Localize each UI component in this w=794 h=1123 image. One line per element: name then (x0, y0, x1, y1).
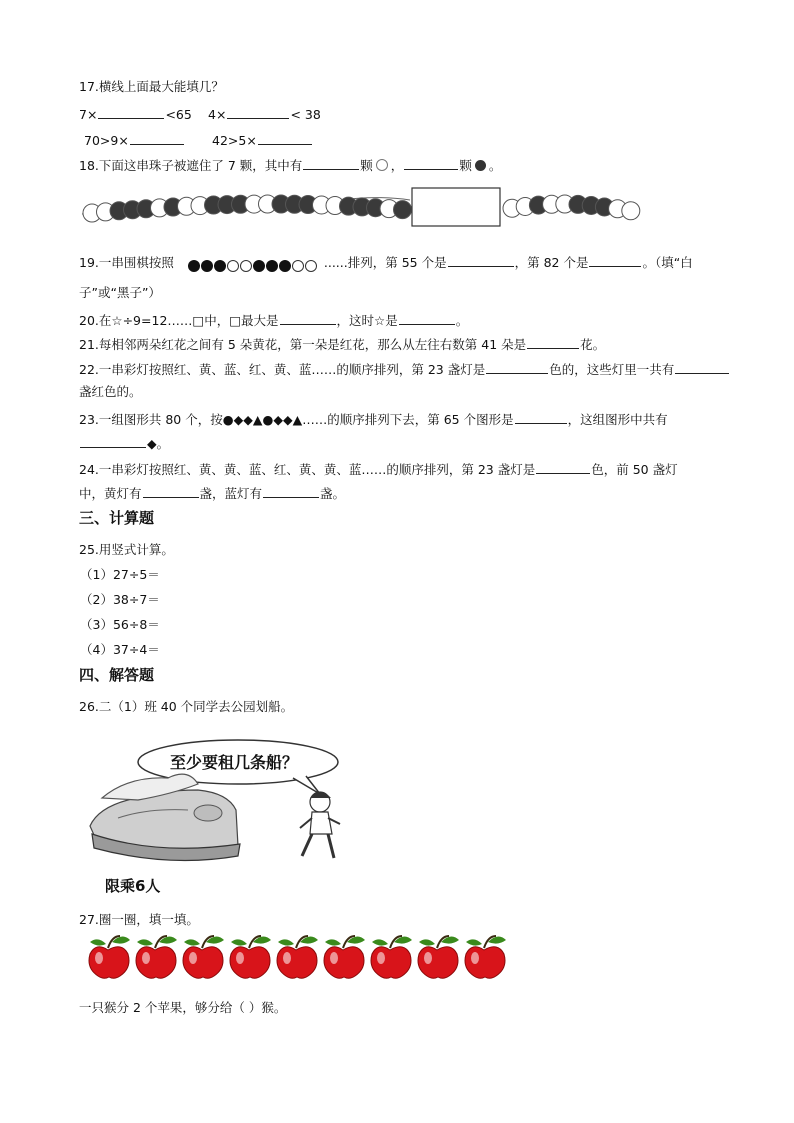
q17-b1-pre: 70>9× (84, 133, 129, 148)
q19-blank-82[interactable] (589, 253, 641, 267)
boat-illustration (88, 738, 358, 893)
apple-icon[interactable] (274, 932, 320, 980)
q23-line2 (79, 434, 169, 452)
apple-row (86, 932, 509, 982)
q21-blank[interactable] (527, 335, 579, 349)
black-stone (201, 260, 213, 272)
q23-blank-shape[interactable] (515, 410, 567, 424)
white-stone (292, 260, 304, 272)
q23-mid: ，这组图形中共有 (567, 412, 668, 427)
q17-b1-blank[interactable] (130, 131, 184, 145)
q20-pre: 20.在☆÷9=12……□中，□最大是 (79, 313, 279, 328)
q17-b2-blank[interactable] (258, 131, 312, 145)
speech-bubble-text: 至少要租几条船？ (170, 753, 299, 772)
q22-pre: 22.一串彩灯按照红、黄、蓝、红、黄、蓝……的顺序排列，第 23 盏灯是 (79, 362, 486, 377)
q19-stone-sequence (188, 257, 318, 273)
white-stone (305, 260, 317, 272)
q23-pre: 23.一组图形共 80 个，按●◆◆▲●◆◆▲……的顺序排列下去，第 65 个图形是 (79, 412, 514, 427)
apple-icon[interactable] (415, 932, 461, 980)
q18-end: 。 (488, 158, 502, 173)
white-stone (240, 260, 252, 272)
q17-a1-post: <65 (165, 107, 192, 122)
q22-blank-color[interactable] (486, 360, 548, 374)
bead-cover-box (412, 188, 500, 226)
apple-icon[interactable] (180, 932, 226, 980)
q27-title: 27.圈一圈，填一填。 (79, 912, 199, 927)
apple-icon[interactable] (321, 932, 367, 980)
q24-line2 (79, 484, 345, 502)
q20-end: 。 (455, 313, 469, 328)
apple-icon[interactable] (86, 932, 132, 980)
q17-row2 (84, 131, 185, 149)
q17-a2-blank[interactable] (227, 105, 289, 119)
q18-blank-black[interactable] (404, 156, 458, 170)
q17-row1b (208, 105, 321, 123)
q24-pre: 24.一串彩灯按照红、黄、黄、蓝、红、黄、黄、蓝……的顺序排列，第 23 盏灯是 (79, 462, 536, 477)
q24-question (79, 460, 678, 478)
section-calculation-heading: 三、计算题 (79, 509, 155, 527)
q26-title: 26.二（1）班 40 个同学去公园划船。 (79, 699, 294, 714)
q17-a2-post: < 38 (290, 107, 321, 122)
q18-unit2: 颗 (459, 158, 472, 173)
q21-end: 花。 (580, 337, 606, 352)
apple-icon[interactable] (227, 932, 273, 980)
q20-mid: ，这时☆是 (336, 313, 398, 328)
q18-sep: ， (390, 158, 404, 173)
apple-icon[interactable] (462, 932, 508, 980)
q24-line2-pre: 中，黄灯有 (79, 486, 142, 501)
white-bead-icon (376, 159, 388, 171)
pedal-boat-icon (90, 774, 240, 860)
q18-blank-white[interactable] (303, 156, 359, 170)
q19-pre: 19.一串围棋按照 (79, 255, 174, 270)
q25-item-1: （1）27÷5＝ (80, 567, 160, 582)
q25-item-3: （3）56÷8＝ (80, 617, 160, 632)
black-bead-icon (475, 160, 486, 171)
q24-blank-blue[interactable] (263, 484, 319, 498)
q20-blank-box[interactable] (280, 311, 336, 325)
q19-question (79, 253, 693, 273)
q23-blank-count[interactable] (80, 434, 146, 448)
q17-a1-blank[interactable] (98, 105, 164, 119)
bead-string (80, 180, 650, 236)
q19-end: 。（填“白 (642, 255, 693, 270)
q24-blank-yellow[interactable] (143, 484, 199, 498)
q21-pre: 21.每相邻两朵红花之间有 5 朵黄花，第一朵是红花，那么从左往右数第 41 朵是 (79, 337, 527, 352)
q19-line2: 子”或“黑子”） (79, 285, 161, 300)
q25-item-2: （2）38÷7＝ (80, 592, 160, 607)
q19-mid2: ，第 82 个是 (514, 255, 589, 270)
q17-row2b (212, 131, 313, 149)
q20-question (79, 311, 468, 329)
speech-bubble-tail (293, 776, 320, 794)
q27-answer-line: 一只猴分 2 个苹果，够分给（ ）猴。 (79, 1000, 287, 1015)
boy-icon (300, 792, 340, 858)
q18-question (79, 156, 501, 174)
q23-line2-text: ◆。 (147, 436, 170, 451)
q18-unit1: 颗 (360, 158, 373, 173)
q17-b2-pre: 42>5× (212, 133, 257, 148)
q19-blank-55[interactable] (448, 253, 514, 267)
q17-row1 (79, 105, 192, 123)
black-stone (214, 260, 226, 272)
q22-question (79, 360, 730, 378)
q24-mid: 色，前 50 盏灯 (591, 462, 678, 477)
q17-a1-pre: 7× (79, 107, 98, 122)
q24-line2-end: 盏。 (320, 486, 346, 501)
q22-blank-count[interactable] (675, 360, 729, 374)
q17-a2-pre: 4× (208, 107, 227, 122)
black-stone (253, 260, 265, 272)
q21-question (79, 335, 605, 353)
black-stone (188, 260, 200, 272)
q20-blank-star[interactable] (399, 311, 455, 325)
q24-line2-mid: 盏，蓝灯有 (199, 486, 263, 501)
apple-icon[interactable] (133, 932, 179, 980)
white-bead (622, 202, 640, 220)
white-stone (227, 260, 239, 272)
apple-icon[interactable] (368, 932, 414, 980)
q25-item-4: （4）37÷4＝ (80, 642, 160, 657)
q18-text: 18.下面这串珠子被遮住了 7 颗，其中有 (79, 158, 303, 173)
section-word-problems-heading: 四、解答题 (79, 666, 155, 684)
q22-mid: 色的，这些灯里一共有 (549, 362, 675, 377)
q19-mid1: ......排列，第 55 个是 (323, 255, 447, 270)
q24-blank-color[interactable] (536, 460, 590, 474)
black-stone (279, 260, 291, 272)
q23-question (79, 410, 668, 428)
q22-line2: 盏红色的。 (79, 384, 142, 399)
black-bead (394, 201, 412, 219)
black-stone (266, 260, 278, 272)
q17-title: 17.横线上面最大能填几？ (79, 79, 224, 94)
boat-capacity-caption: 限乘6人 (105, 877, 161, 895)
q25-title: 25.用竖式计算。 (79, 542, 174, 557)
